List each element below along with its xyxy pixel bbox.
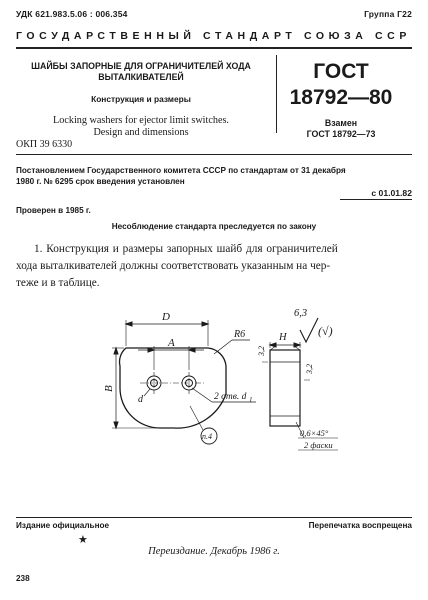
roughness-check-icon [300, 318, 318, 342]
clause-line2: хода выталкивателей должны соответствовать указанным на чер- [16, 260, 331, 272]
dim-R-label: R6 [234, 329, 246, 340]
dim-A-label: A [168, 337, 175, 349]
washer-drawing [0, 290, 428, 460]
dim-B-label: B [103, 385, 115, 392]
title-en-line2: Design and dimensions [93, 127, 189, 138]
dim-R-leader [214, 340, 232, 354]
group-code: Группа Г22 [364, 9, 412, 19]
star-icon: ★ [78, 534, 88, 546]
replaces-label: Взамен [324, 118, 358, 128]
dim-32-right: 3,2 [305, 364, 314, 374]
title-divider [276, 55, 277, 133]
subtitle-ru: Конструкция и размеры [91, 94, 191, 104]
decree-line2: 1980 г. № 6295 срок введения установлен [16, 177, 185, 186]
gost-label: ГОСТ [313, 60, 369, 83]
holes-subscript: 1 [249, 396, 253, 404]
effective-date: с 01.01.82 [371, 188, 412, 198]
clause-line3: теже и в таблице. [16, 277, 100, 289]
title-en-line1: Locking washers for ejector limit switches. [53, 115, 229, 126]
roughness-value: 6,3 [294, 308, 308, 319]
chamfer-count: 2 фаски [304, 440, 333, 450]
holes-label: 2 отв. d [214, 392, 247, 402]
effective-date-rule [340, 199, 412, 200]
title-ru-line1: ШАЙБЫ ЗАПОРНЫЕ ДЛЯ ОГРАНИЧИТЕЛЕЙ ХОДА [31, 61, 251, 71]
udk-code: УДК 621.983.5.06 : 006.354 [16, 9, 128, 19]
footer-rule [16, 517, 412, 518]
reissue-note: Переиздание. Декабрь 1986 г. [148, 546, 280, 557]
okp-code: ОКП 39 6330 [16, 139, 73, 150]
roughness-paren: (√) [318, 324, 333, 338]
washer-plan-outline [120, 348, 226, 428]
washer-side-view [270, 350, 300, 426]
title-ru-line2: ВЫТАЛКИВАТЕЛЕЙ [98, 72, 184, 82]
holes-leader [192, 388, 212, 402]
state-standard-heading: ГОСУДАРСТВЕННЫЙ СТАНДАРТ СОЮЗА ССР [16, 30, 411, 42]
dim-D-label: D [162, 311, 170, 323]
header-rule [16, 47, 412, 49]
okp-rule [16, 154, 412, 155]
dim-d-label: d [138, 394, 143, 405]
no-reprint: Перепечатка воспрещена [308, 521, 412, 530]
view-marker-label: п.4 [202, 432, 212, 441]
replaces-value: ГОСТ 18792—73 [306, 129, 376, 139]
official-edition: Издание официальное [16, 521, 110, 530]
checked-year: Проверен в 1985 г. [16, 206, 91, 215]
law-notice: Несоблюдение стандарта преследуется по закону [111, 222, 317, 231]
chamfer-label: 0,6×45° [300, 428, 329, 438]
gost-number: 18792—80 [289, 86, 393, 109]
dim-32-top: 3,2 [257, 346, 266, 356]
decree-line1: Постановлением Государственного комитета СССР по стандартам от 31 декабря [16, 166, 346, 175]
page-number: 238 [16, 574, 30, 583]
clause-line1: 1. Конструкция и размеры запорных шайб для ограничителей [34, 243, 338, 255]
dim-H-label: H [279, 332, 287, 343]
